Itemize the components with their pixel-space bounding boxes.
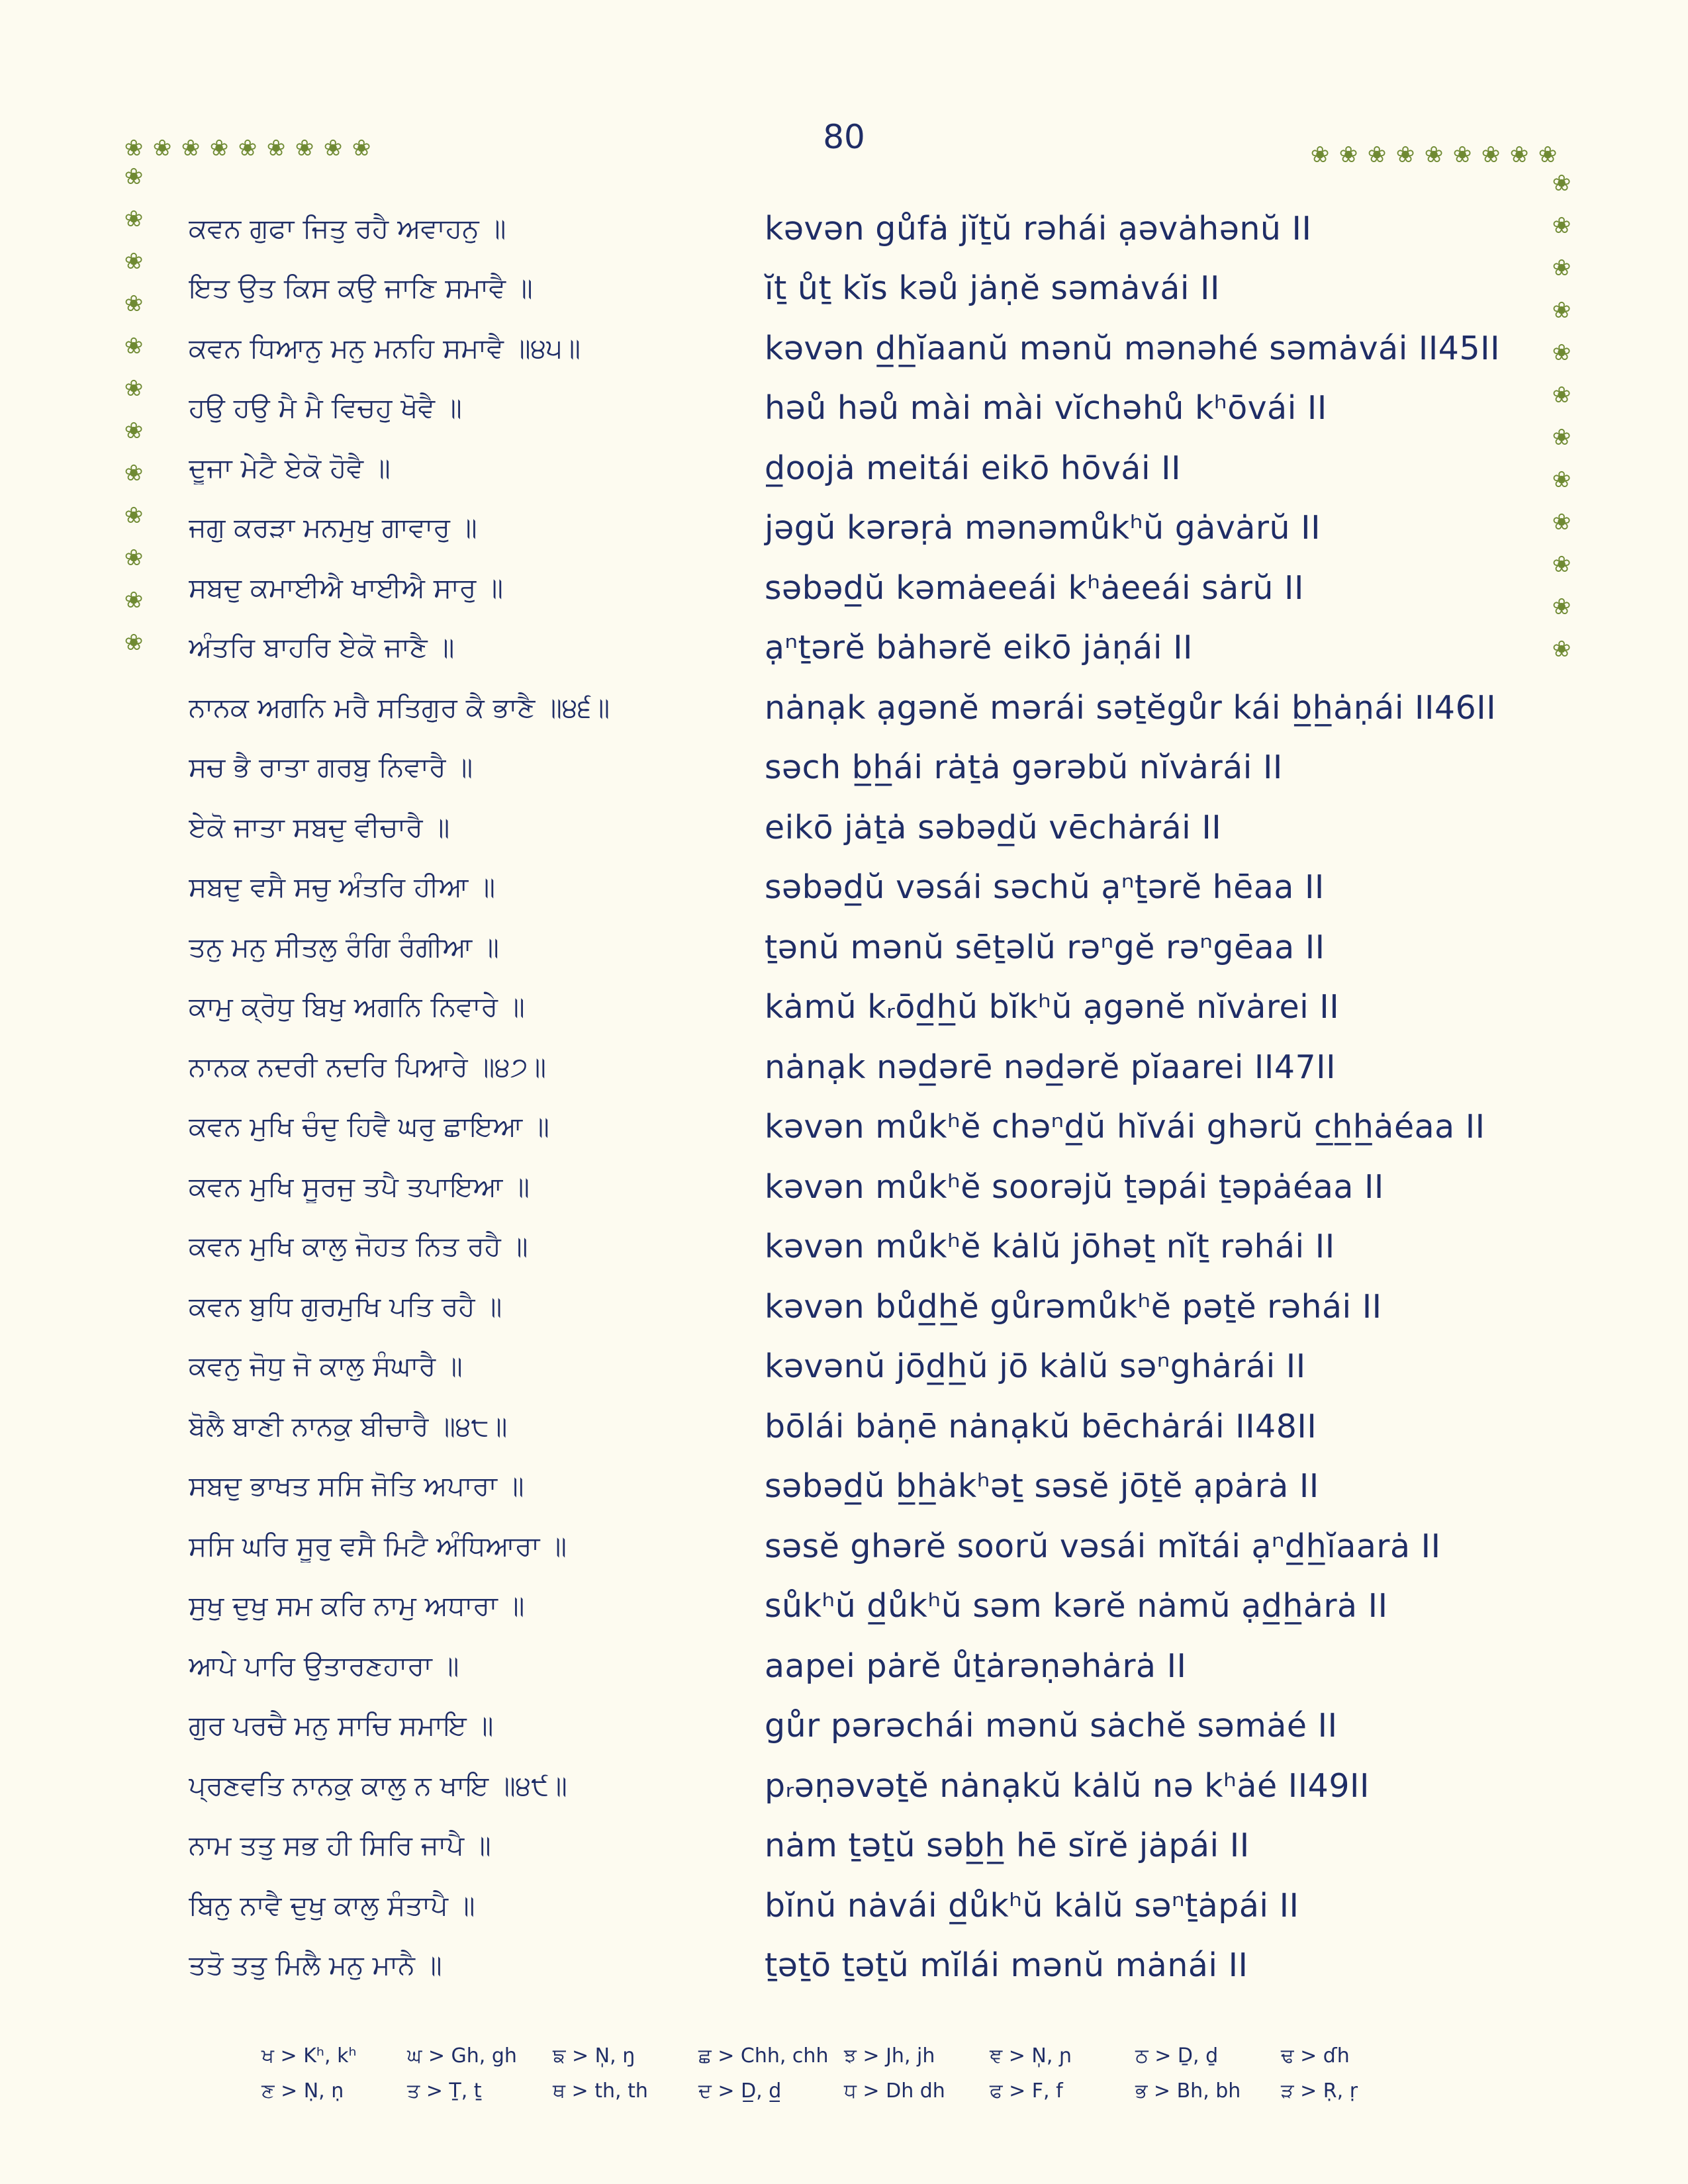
flower-ornament-icon: ❀ xyxy=(1552,636,1571,662)
flower-ornament-icon: ❀ xyxy=(1310,142,1330,168)
gurmukhi-text: ਨਾਨਕ ਨਦਰੀ ਨਦਰਿ ਪਿਆਰੇ ॥੪੭॥ xyxy=(189,1050,546,1083)
transliteration-text: aapei pȧrĕ ůṯȧrəṇəhȧrȧ II xyxy=(765,1647,1187,1685)
verse-line xyxy=(189,678,1513,738)
legend-item: ਝ > Jh, jh xyxy=(844,2044,935,2068)
flower-ornament-icon: ❀ xyxy=(1552,551,1571,578)
flower-ornament-icon: ❀ xyxy=(124,248,144,275)
legend-row xyxy=(261,2038,1427,2073)
gurmukhi-text: ਹਉ ਹਉ ਮੈ ਮੈ ਵਿਚਹੁ ਖੋਵੈ ॥ xyxy=(189,392,462,424)
legend-item: ਠ > Ḏ, ḏ xyxy=(1135,2044,1219,2068)
verse-line xyxy=(189,1936,1513,1996)
gurmukhi-text: ਆਪੇ ਪਾਰਿ ਉਤਾਰਣਹਾਰਾ ॥ xyxy=(189,1649,459,1682)
verse-line xyxy=(189,738,1513,798)
transliteration-text: nȧnạk nəd̲ərē nəd̲ərĕ pĭaarei II47II xyxy=(765,1048,1336,1086)
transliteration-text: ṯənŭ mənŭ sēṯəlŭ rəⁿgĕ rəⁿgēaa II xyxy=(765,928,1325,966)
flower-ornament-icon: ❀ xyxy=(1481,142,1501,168)
gurmukhi-text: ਕਵਨੁ ਜੋਧੁ ਜੋ ਕਾਲੁ ਸੰਘਾਰੈ ॥ xyxy=(189,1350,463,1383)
gurmukhi-text: ਏਕੋ ਜਾਤਾ ਸਬਦੁ ਵੀਚਾਰੈ ॥ xyxy=(189,811,450,843)
legend-item: ਖ > Kʰ, kʰ xyxy=(261,2044,357,2068)
transliteration-text: nȧm ṯəṯŭ səb̲h̲ hē sĭrĕ jȧpái II xyxy=(765,1827,1250,1865)
verse-line xyxy=(189,438,1513,498)
page-number: 80 xyxy=(823,118,865,156)
flower-ornament-icon: ❀ xyxy=(124,587,144,614)
legend-item: ਥ > th, th xyxy=(553,2079,648,2103)
flower-ornament-icon: ❀ xyxy=(124,163,144,190)
gurmukhi-text: ਤਤੋ ਤਤੁ ਮਿਲੈ ਮਨੁ ਮਾਨੈ ॥ xyxy=(189,1949,442,1981)
transliteration-text: nȧnạk ạgənĕ mərái səṯĕgůr kái b̲h̲ȧṇái II46II xyxy=(765,688,1497,727)
flower-ornament-icon: ❀ xyxy=(124,206,144,232)
flower-ornament-icon: ❀ xyxy=(323,135,343,161)
transliteration-text: kəvən d̲h̲ĭaanŭ mənŭ mənəhé səmȧvái II45II xyxy=(765,329,1501,367)
gurmukhi-text: ਨਾਨਕ ਅਗਨਿ ਮਰੈ ਸਤਿਗੁਰ ਕੈ ਭਾਣੈ ॥੪੬॥ xyxy=(189,691,610,723)
verse-line xyxy=(189,1457,1513,1517)
verse-line xyxy=(189,498,1513,559)
verse-line xyxy=(189,1277,1513,1337)
flower-ornament-icon: ❀ xyxy=(124,629,144,656)
transliteration-text: ạⁿṯərĕ bȧhərĕ eikō jȧṇái II xyxy=(765,629,1193,667)
gurmukhi-text: ਕਵਨ ਮੁਖਿ ਚੰਦੁ ਹਿਵੈ ਘਰੁ ਛਾਇਆ ॥ xyxy=(189,1111,549,1143)
verse-line xyxy=(189,1396,1513,1457)
verse-line xyxy=(189,259,1513,319)
legend-item: ਘ > Gh, gh xyxy=(407,2044,517,2068)
flower-ornament-icon: ❀ xyxy=(352,135,371,161)
transliteration-text: kəvən bůd̲h̲ĕ gůrəmůkʰĕ pəṯĕ rəhái II xyxy=(765,1287,1382,1326)
legend-item: ਣ > Ṇ, ṇ xyxy=(261,2079,344,2103)
flower-ornament-icon: ❀ xyxy=(1552,297,1571,324)
legend-item: ਛ > Chh, chh xyxy=(698,2044,829,2068)
gurmukhi-text: ਸਬਦੁ ਭਾਖਤ ਸਸਿ ਜੋਤਿ ਅਪਾਰਾ ॥ xyxy=(189,1470,524,1502)
legend-item: ਦ > D̲, d̲ xyxy=(698,2079,782,2103)
transliteration-text: kəvən můkʰĕ soorəjŭ ṯəpái ṯəpȧéaa II xyxy=(765,1167,1384,1206)
transliteration-text: pᵣəṇəvəṯĕ nȧnạkŭ kȧlŭ nə kʰȧé II49II xyxy=(765,1766,1370,1805)
verse-line xyxy=(189,1576,1513,1637)
flower-ornament-icon: ❀ xyxy=(1552,170,1571,197)
flower-ornament-icon: ❀ xyxy=(124,545,144,571)
flower-ornament-icon: ❀ xyxy=(1509,142,1529,168)
verse-line xyxy=(189,618,1513,678)
legend-item: ਞ > N̩, ɲ xyxy=(990,2044,1072,2068)
flower-ornament-icon: ❀ xyxy=(1367,142,1387,168)
transliteration-text: d̲oojȧ meitái eikō hōvái II xyxy=(765,449,1182,487)
gurmukhi-text: ਸੁਖੁ ਦੁਖੁ ਸਮ ਕਰਿ ਨਾਮੁ ਅਧਾਰਾ ॥ xyxy=(189,1590,525,1622)
gurmukhi-text: ਕਵਨ ਮੁਖਿ ਸੂਰਜੁ ਤਪੈ ਤਪਾਇਆ ॥ xyxy=(189,1170,530,1203)
flower-ornament-icon: ❀ xyxy=(124,333,144,359)
flower-ornament-icon: ❀ xyxy=(124,291,144,317)
flower-ornament-icon: ❀ xyxy=(1452,142,1472,168)
gurmukhi-text: ਕਵਨ ਗੁਫਾ ਜਿਤੁ ਰਹੈ ਅਵਾਹਨੁ ॥ xyxy=(189,212,506,244)
verse-line xyxy=(189,1337,1513,1397)
flower-ornament-icon: ❀ xyxy=(1552,594,1571,620)
flower-ornament-icon: ❀ xyxy=(1552,340,1571,366)
flower-ornament-icon: ❀ xyxy=(1552,509,1571,535)
gurmukhi-text: ਸਬਦੁ ਕਮਾਈਐ ਖਾਈਐ ਸਾਰੁ ॥ xyxy=(189,571,504,604)
gurmukhi-text: ਗੁਰ ਪਰਚੈ ਮਨੁ ਸਾਚਿ ਸਮਾਇ ॥ xyxy=(189,1709,494,1742)
transliteration-text: səbəd̲ŭ b̲h̲ȧkʰəṯ səsĕ jōṯĕ ạpȧrȧ II xyxy=(765,1467,1319,1506)
transliteration-text: səbəd̲ŭ kəmȧeeái kʰȧeeái sȧrŭ II xyxy=(765,569,1304,607)
transliteration-text: kəvən můkʰĕ chəⁿd̲ŭ hĭvái ghərŭ c̲h̲h̲ȧéaa II xyxy=(765,1108,1485,1146)
verse-line xyxy=(189,199,1513,259)
transliteration-text: kəvən gůfȧ jĭṯŭ rəhái ạəvȧhənŭ II xyxy=(765,209,1312,248)
flower-ornament-icon: ❀ xyxy=(124,502,144,529)
legend-item: ਢ > ɗh xyxy=(1281,2044,1350,2068)
flower-ornament-icon: ❀ xyxy=(1552,255,1571,281)
gurmukhi-text: ਬਿਨੁ ਨਾਵੈ ਦੁਖੁ ਕਾਲੁ ਸੰਤਾਪੈ ॥ xyxy=(189,1889,475,1921)
flower-ornament-icon: ❀ xyxy=(1424,142,1444,168)
flower-ornament-icon: ❀ xyxy=(124,418,144,444)
flower-ornament-icon: ❀ xyxy=(295,135,314,161)
flower-ornament-icon: ❀ xyxy=(124,135,144,161)
gurmukhi-text: ਪ੍ਰਣਵਤਿ ਨਾਨਕੁ ਕਾਲੁ ਨ ਖਾਇ ॥੪੯॥ xyxy=(189,1769,567,1801)
verse-body xyxy=(189,199,1513,1995)
gurmukhi-text: ਜਗੁ ਕਰੜਾ ਮਨਮੁਖੁ ਗਾਵਾਰੁ ॥ xyxy=(189,512,477,544)
flower-ornament-icon: ❀ xyxy=(238,135,258,161)
verse-line xyxy=(189,1037,1513,1097)
verse-line xyxy=(189,1516,1513,1576)
transliteration-text: səbəd̲ŭ vəsái səchŭ ạⁿṯərĕ hēaa II xyxy=(765,868,1325,907)
verse-line xyxy=(189,917,1513,978)
gurmukhi-text: ਸਬਦੁ ਵਸੈ ਸਚੁ ਅੰਤਰਿ ਹੀਆ ॥ xyxy=(189,871,495,903)
gurmukhi-text: ਸਚ ਭੈ ਰਾਤਾ ਗਰਬੁ ਨਿਵਾਰੈ ॥ xyxy=(189,751,473,784)
verse-line xyxy=(189,1756,1513,1816)
gurmukhi-text: ਬੋਲੈ ਬਾਣੀ ਨਾਨਕੁ ਬੀਚਾਰੈ ॥੪੮॥ xyxy=(189,1410,508,1442)
transliteration-text: kȧmŭ kᵣōd̲h̲ŭ bĭkʰŭ ạgənĕ nĭvȧrei II xyxy=(765,988,1340,1026)
verse-line xyxy=(189,558,1513,618)
flower-ornament-icon: ❀ xyxy=(266,135,286,161)
gurmukhi-text: ਤਨੁ ਮਨੁ ਸੀਤਲੁ ਰੰਗਿ ਰੰਗੀਆ ॥ xyxy=(189,931,499,963)
transliteration-text: ṯəṯō ṯəṯŭ mĭlái mənŭ mȧnái II xyxy=(765,1946,1248,1985)
legend-item: ਫ > F, f xyxy=(990,2079,1063,2103)
flower-ornament-icon: ❀ xyxy=(1338,142,1358,168)
gurmukhi-text: ਅੰਤਰਿ ਬਾਹਰਿ ਏਕੋ ਜਾਣੈ ॥ xyxy=(189,631,455,664)
flower-ornament-icon: ❀ xyxy=(1552,382,1571,408)
transliteration-text: həů həů mài mài vĭchəhů kʰōvái II xyxy=(765,389,1327,428)
gurmukhi-text: ਕਵਨ ਮੁਖਿ ਕਾਲੁ ਜੋਹਤ ਨਿਤ ਰਹੈ ॥ xyxy=(189,1230,528,1263)
gurmukhi-text: ਕਾਮੁ ਕ੍ਰੋਧੁ ਬਿਖੁ ਅਗਨਿ ਨਿਵਾਰੇ ॥ xyxy=(189,991,525,1023)
flower-ornament-icon: ❀ xyxy=(1552,424,1571,451)
flower-ornament-icon: ❀ xyxy=(1395,142,1415,168)
transliteration-text: kəvənŭ jōd̲h̲ŭ jō kȧlŭ səⁿghȧrái II xyxy=(765,1347,1306,1386)
transliteration-text: eikō jȧṯȧ səbəd̲ŭ vēchȧrái II xyxy=(765,808,1222,846)
transliteration-text: gůr pərəchái mənŭ sȧchĕ səmȧé II xyxy=(765,1707,1338,1745)
verse-line xyxy=(189,1157,1513,1217)
gurmukhi-text: ਨਾਮ ਤਤੁ ਸਭ ਹੀ ਸਿਰਿ ਜਾਪੈ ॥ xyxy=(189,1829,491,1862)
flower-ornament-icon: ❀ xyxy=(1538,142,1558,168)
transliteration-text: sůkʰŭ d̲ůkʰŭ səm kərĕ nȧmŭ ạd̲h̲ȧrȧ II xyxy=(765,1587,1388,1625)
flower-ornament-icon: ❀ xyxy=(124,460,144,486)
flower-ornament-icon: ❀ xyxy=(1552,467,1571,493)
verse-line xyxy=(189,1696,1513,1756)
verse-line xyxy=(189,797,1513,858)
legend-item: ੜ > Ṛ, ṛ xyxy=(1281,2079,1358,2103)
transliteration-text: jəgŭ kərəṛȧ mənəmůkʰŭ gȧvȧrŭ II xyxy=(765,509,1321,547)
verse-line xyxy=(189,1876,1513,1936)
flower-ornament-icon: ❀ xyxy=(124,375,144,402)
verse-line xyxy=(189,1217,1513,1277)
legend-item: ਤ > Ṯ, ṯ xyxy=(407,2079,482,2103)
gurmukhi-text: ਇਤ ਉਤ ਕਿਸ ਕਉ ਜਾਣਿ ਸਮਾਵੈ ॥ xyxy=(189,272,533,304)
verse-line xyxy=(189,379,1513,439)
flower-ornament-icon: ❀ xyxy=(1552,212,1571,239)
legend-row xyxy=(261,2073,1427,2109)
transliteration-text: səsĕ ghərĕ soorŭ vəsái mĭtái ạⁿd̲h̲ĭaarȧ II xyxy=(765,1527,1441,1565)
legend-item: ਭ > Bh, bh xyxy=(1135,2079,1241,2103)
verse-line xyxy=(189,978,1513,1038)
transliteration-text: səch b̲h̲ái rȧṯȧ gərəbŭ nĭvȧrái II xyxy=(765,749,1283,787)
flower-ornament-icon: ❀ xyxy=(209,135,229,161)
legend-item: ਧ > Dh dh xyxy=(844,2079,945,2103)
transliteration-text: bĭnŭ nȧvái d̲ůkʰŭ kȧlŭ səⁿṯȧpái II xyxy=(765,1886,1299,1925)
flower-ornament-icon: ❀ xyxy=(181,135,201,161)
gurmukhi-text: ਕਵਨ ਬੁਧਿ ਗੁਰਮੁਖਿ ਪਤਿ ਰਹੈ ॥ xyxy=(189,1290,502,1322)
gurmukhi-text: ਦੂਜਾ ਮੇਟੈ ਏਕੋ ਹੋਵੈ ॥ xyxy=(189,451,391,484)
verse-line xyxy=(189,1097,1513,1158)
transliteration-text: kəvən můkʰĕ kȧlŭ jōhəṯ nĭṯ rəhái II xyxy=(765,1228,1335,1266)
gurmukhi-text: ਸਸਿ ਘਰਿ ਸੂਰੁ ਵਸੈ ਮਿਟੈ ਅੰਧਿਆਰਾ ॥ xyxy=(189,1529,567,1562)
transliteration-legend xyxy=(261,2038,1427,2109)
verse-line xyxy=(189,318,1513,379)
verse-line xyxy=(189,1636,1513,1696)
gurmukhi-text: ਕਵਨ ਧਿਆਨੁ ਮਨੁ ਮਨਹਿ ਸਮਾਵੈ ॥੪੫॥ xyxy=(189,332,581,364)
verse-line xyxy=(189,858,1513,918)
flower-ornament-icon: ❀ xyxy=(152,135,172,161)
verse-line xyxy=(189,1816,1513,1876)
legend-item: ਙ > N̩, ŋ xyxy=(553,2044,635,2068)
transliteration-text: bōlái bȧṇē nȧnạkŭ bēchȧrái II48II xyxy=(765,1407,1317,1445)
transliteration-text: ĭṯ ůṯ kĭs kəů jȧṇĕ səmȧvái II xyxy=(765,269,1220,308)
